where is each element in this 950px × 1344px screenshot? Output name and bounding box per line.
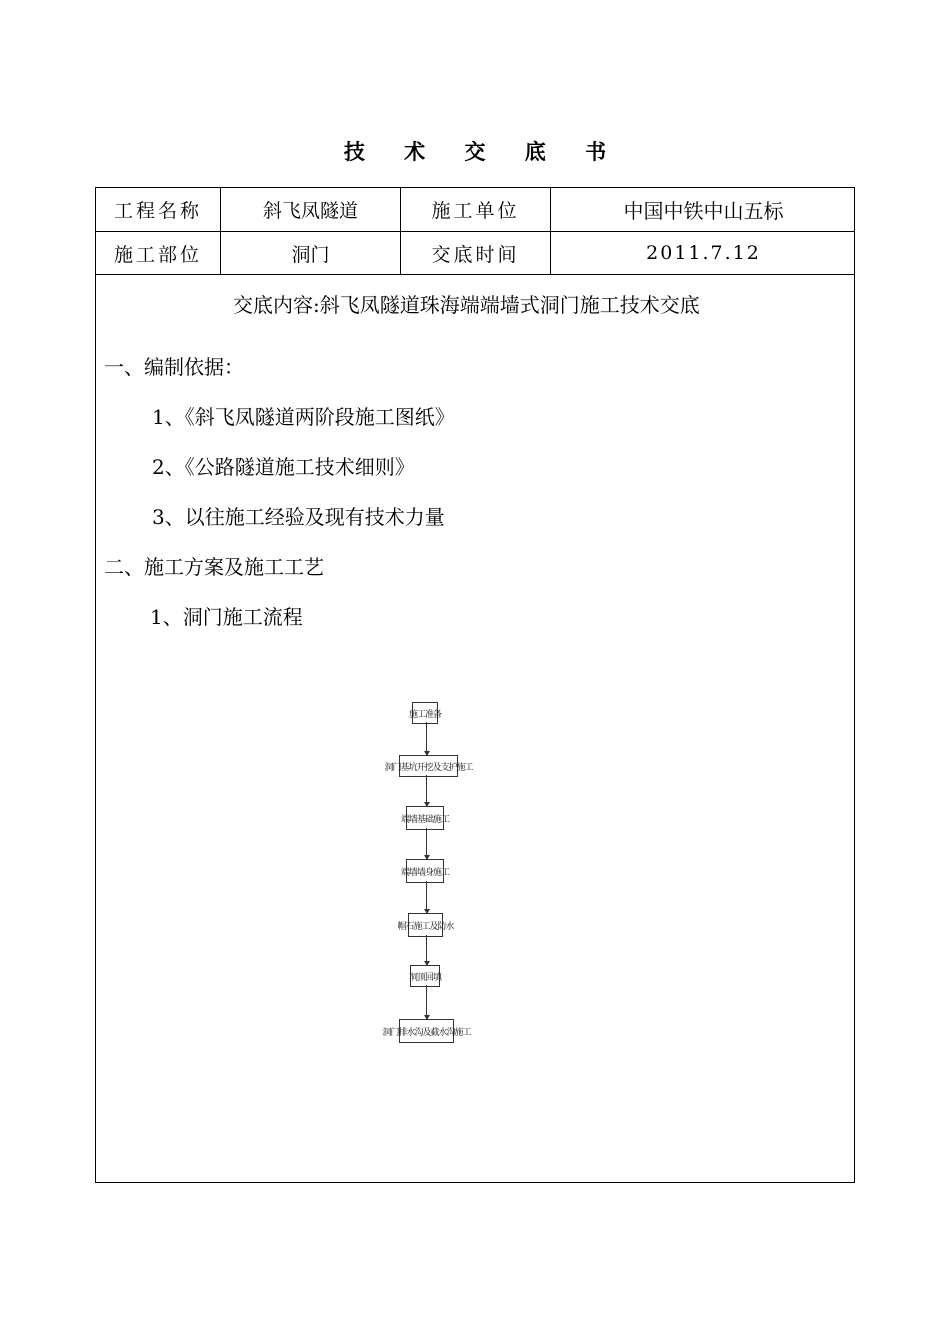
flow-step: 帽石施工及防水	[408, 913, 443, 937]
construction-part-value: 洞门	[291, 243, 330, 266]
portal-flow-title: 1、洞门施工流程	[150, 605, 303, 629]
flow-arrow	[426, 722, 427, 755]
flow-step: 端墙基础施工	[406, 806, 444, 830]
flow-arrow	[426, 828, 427, 859]
flow-step: 洞门排水沟及截水沟施工	[399, 1019, 454, 1043]
flow-arrow	[426, 881, 427, 913]
flow-arrow	[426, 775, 427, 806]
flow-step: 洞门基坑开挖及支护施工	[399, 755, 458, 777]
section-basis-title: 一、编制依据：	[104, 355, 244, 379]
flow-arrow	[426, 985, 427, 1019]
flow-step: 端墙墙身施工	[406, 859, 444, 883]
section-plan-title: 二、施工方案及施工工艺	[104, 555, 324, 579]
construction-unit-value: 中国中铁中山五标	[623, 199, 784, 223]
flow-arrow	[426, 935, 427, 965]
row-divider	[96, 274, 854, 275]
handover-date-label: 交底时间	[431, 243, 520, 266]
content-heading: 交底内容:斜飞凤隧道珠海端端墙式洞门施工技术交底	[233, 293, 700, 317]
flow-step: 洞顶回填	[410, 965, 440, 987]
basis-item-3: 3、以往施工经验及现有技术力量	[152, 505, 445, 529]
basis-item-2: 2、《公路隧道施工技术细则》	[152, 455, 415, 479]
basis-item-1: 1、《斜飞凤隧道两阶段施工图纸》	[152, 405, 455, 429]
construction-unit-label: 施工单位	[431, 200, 520, 222]
project-name-label: 工程名称	[113, 200, 202, 222]
handover-date-value: 2011.7.12	[646, 242, 761, 264]
document-title: 技 术 交 底 书	[343, 139, 623, 164]
flow-step: 施工准备	[412, 702, 438, 724]
project-name-value: 斜飞凤隧道	[262, 200, 358, 222]
construction-part-label: 施工部位	[113, 243, 202, 266]
handover-form	[95, 187, 855, 1183]
